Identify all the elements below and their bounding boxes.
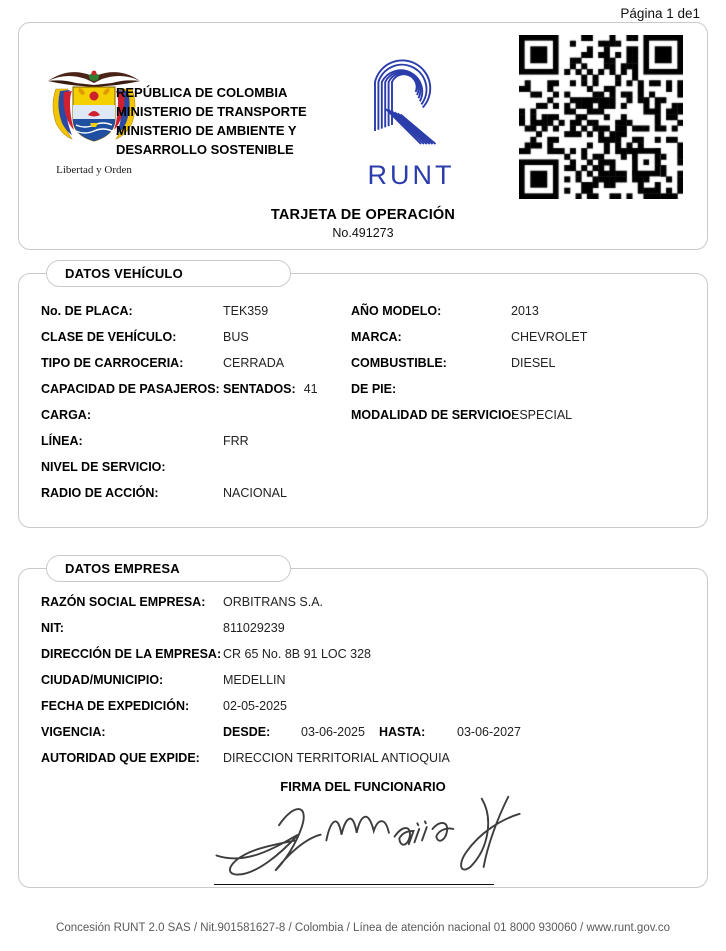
qr-code-image bbox=[519, 35, 683, 199]
signature-title: FIRMA DEL FUNCIONARIO bbox=[280, 779, 446, 794]
field-label: NIT: bbox=[41, 621, 64, 635]
field-row-nit bbox=[41, 615, 697, 641]
field-label: DE PIE: bbox=[351, 382, 397, 396]
field-label: LÍNEA: bbox=[41, 434, 83, 448]
field-label: MODALIDAD DE SERVICIO: bbox=[351, 408, 516, 422]
field-value: NACIONAL bbox=[223, 486, 287, 500]
field-value: TEK359 bbox=[223, 304, 269, 318]
ministry-line: DESARROLLO SOSTENIBLE bbox=[116, 142, 294, 157]
field-label: CLASE DE VEHÍCULO: bbox=[41, 330, 177, 344]
field-row-nivel bbox=[41, 454, 697, 480]
field-value-composite bbox=[223, 380, 351, 398]
field-value: CR 65 No. 8B 91 LOC 328 bbox=[223, 647, 371, 661]
field-label: AÑO MODELO: bbox=[351, 304, 442, 318]
field-label: VIGENCIA: bbox=[41, 725, 106, 739]
field-label: CIUDAD/MUNICIPIO: bbox=[41, 673, 164, 687]
field-value: DIESEL bbox=[511, 356, 556, 370]
field-label: MARCA: bbox=[351, 330, 402, 344]
field-row-placa bbox=[41, 298, 697, 324]
footer-text: Concesión RUNT 2.0 SAS / Nit.901581627-8 / Colombia / Línea de atención nacional 01 8000 930060 / www.runt.gov.co bbox=[56, 922, 670, 934]
field-sublabel-desde: DESDE: bbox=[223, 725, 271, 739]
field-row-autoridad bbox=[41, 745, 697, 771]
field-label: RADIO DE ACCIÓN: bbox=[41, 486, 159, 500]
header-card bbox=[18, 22, 708, 250]
field-label: CAPACIDAD DE PASAJEROS: bbox=[41, 382, 220, 396]
field-row-linea bbox=[41, 428, 697, 454]
page-number-label: Página 1 de1 bbox=[620, 6, 700, 21]
field-value: 41 bbox=[303, 382, 318, 396]
company-fields bbox=[41, 589, 697, 771]
field-value: 2013 bbox=[511, 304, 539, 318]
field-label: FECHA DE EXPEDICIÓN: bbox=[41, 699, 190, 713]
field-value-desde: 03-06-2025 bbox=[301, 725, 365, 739]
field-row-fecha-expedicion bbox=[41, 693, 697, 719]
ministry-line: MINISTERIO DE TRANSPORTE bbox=[116, 104, 307, 119]
field-sublabel: SENTADOS: bbox=[223, 382, 296, 396]
field-label: AUTORIDAD QUE EXPIDE: bbox=[41, 751, 200, 765]
vehicle-fields bbox=[41, 298, 697, 506]
coat-of-arms-motto: Libertad y Orden bbox=[56, 164, 132, 176]
signature-image bbox=[204, 793, 534, 883]
signature-icon bbox=[204, 793, 534, 883]
field-value: BUS bbox=[223, 330, 249, 344]
field-label: CARGA: bbox=[41, 408, 91, 422]
field-value: CERRADA bbox=[223, 356, 285, 370]
runt-wordmark: RUNT bbox=[367, 160, 455, 190]
document-number: No.491273 bbox=[332, 226, 394, 240]
field-row-razon-social bbox=[41, 589, 697, 615]
field-row-clase bbox=[41, 324, 697, 350]
vehicle-section-title: DATOS VEHÍCULO bbox=[46, 260, 291, 287]
field-label: No. DE PLACA: bbox=[41, 304, 133, 318]
field-value: 811029239 bbox=[223, 621, 285, 635]
field-row-direccion bbox=[41, 641, 697, 667]
field-label: RAZÓN SOCIAL EMPRESA: bbox=[41, 595, 206, 609]
ministry-line: REPÚBLICA DE COLOMBIA bbox=[116, 85, 288, 100]
field-value: CHEVROLET bbox=[511, 330, 588, 344]
field-value: ESPECIAL bbox=[511, 408, 573, 422]
field-value: 02-05-2025 bbox=[223, 699, 287, 713]
field-label: NIVEL DE SERVICIO: bbox=[41, 460, 166, 474]
vehicle-section-card bbox=[18, 266, 708, 528]
ministry-line: MINISTERIO DE AMBIENTE Y bbox=[116, 123, 297, 138]
field-value: ORBITRANS S.A. bbox=[223, 595, 324, 609]
field-label: TIPO DE CARROCERIA: bbox=[41, 356, 184, 370]
field-row-capacidad bbox=[41, 376, 697, 402]
runt-logo bbox=[356, 49, 466, 191]
field-value: FRR bbox=[223, 434, 249, 448]
field-value: DIRECCION TERRITORIAL ANTIOQUIA bbox=[223, 751, 450, 765]
field-row-radio bbox=[41, 480, 697, 506]
signature-line bbox=[214, 884, 494, 885]
field-row-ciudad bbox=[41, 667, 697, 693]
field-sublabel-hasta: HASTA: bbox=[379, 725, 426, 739]
field-label: DIRECCIÓN DE LA EMPRESA: bbox=[41, 647, 222, 661]
runt-logo-icon bbox=[359, 49, 463, 153]
field-row-vigencia bbox=[41, 719, 697, 745]
field-value: MEDELLIN bbox=[223, 673, 286, 687]
company-section-card bbox=[18, 561, 708, 888]
document-title: TARJETA DE OPERACIÓN bbox=[270, 207, 456, 223]
company-section-title: DATOS EMPRESA bbox=[46, 555, 291, 582]
field-row-carga bbox=[41, 402, 697, 428]
field-value-hasta: 03-06-2027 bbox=[457, 725, 521, 739]
ministry-heading bbox=[116, 83, 346, 159]
field-row-carroceria bbox=[41, 350, 697, 376]
field-label: COMBUSTIBLE: bbox=[351, 356, 447, 370]
